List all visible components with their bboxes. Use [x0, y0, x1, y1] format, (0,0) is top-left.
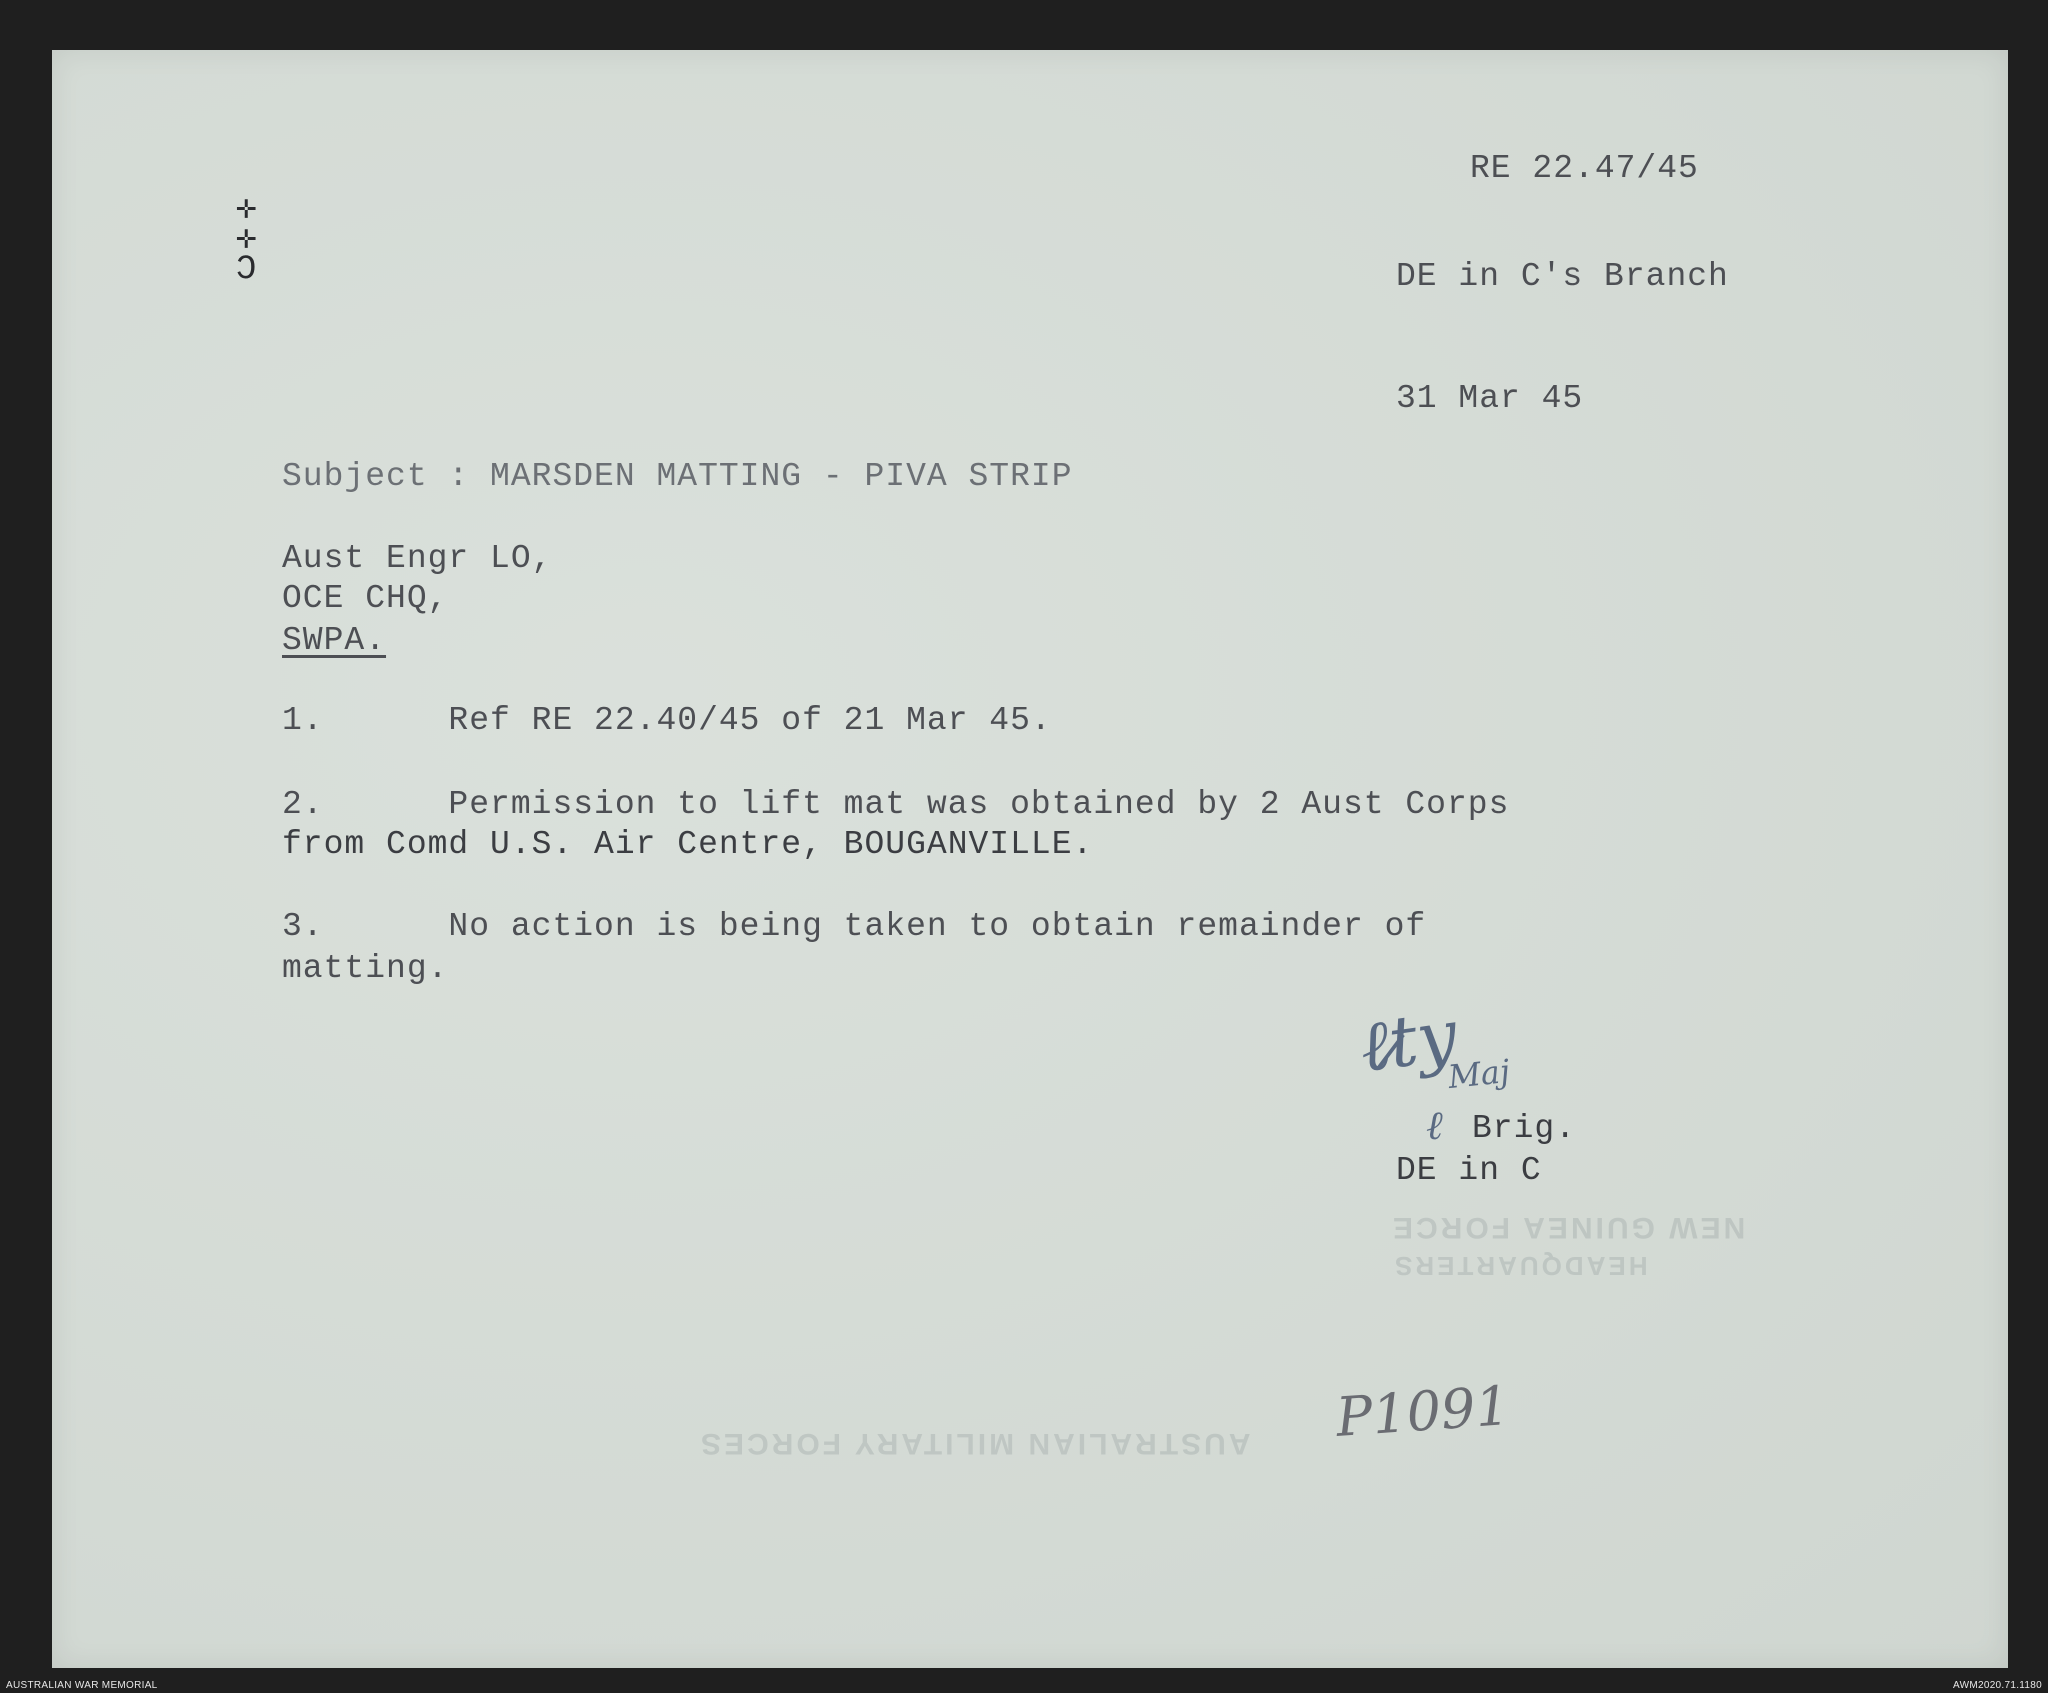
footer-credit: AUSTRALIAN WAR MEMORIAL: [6, 1680, 158, 1691]
handwritten-bracket-icon: ℓ: [1426, 1103, 1443, 1149]
paragraph-3-line-2: matting.: [282, 950, 449, 987]
address-line-3: SWPA.: [282, 622, 387, 659]
reference-number: RE 22.47/45: [1470, 150, 1699, 187]
subject-line: Subject : MARSDEN MATTING - PIVA STRIP: [282, 458, 1073, 495]
address-line-1: Aust Engr LO,: [282, 540, 553, 577]
address-line-2: OCE CHQ,: [282, 580, 449, 617]
handwritten-initials: ℓ̷ty: [1354, 993, 1463, 1089]
handwritten-maj: Maj: [1446, 1051, 1512, 1097]
stamp-hq: HEADQUARTERS: [1392, 1251, 1648, 1281]
paragraph-1: 1. Ref RE 22.40/45 of 21 Mar 45.: [282, 702, 1052, 739]
footer-accession: AWM2020.71.1180: [1953, 1680, 2042, 1691]
signature-title: DE in C: [1396, 1152, 1542, 1189]
signature-rank: Brig.: [1472, 1110, 1577, 1147]
paragraph-2-line-2: from Comd U.S. Air Centre, BOUGANVILLE.: [282, 826, 1094, 863]
stamp-force: NEW GUINEA FORCE: [1390, 1211, 1746, 1244]
paragraph-2-line-1: 2. Permission to lift mat was obtained by 2 Aust Corps: [282, 786, 1510, 823]
handwritten-file-note: P1091: [1334, 1374, 1512, 1449]
paragraph-3-line-1: 3. No action is being taken to obtain remainder of: [282, 908, 1427, 945]
stamp-forces: AUSTRALIAN MILITARY FORCES: [698, 1427, 1251, 1460]
branch-name: DE in C's Branch: [1396, 258, 1729, 295]
ink-mark-icon: ✛ ✛ Ͻ: [236, 191, 257, 289]
document-date: 31 Mar 45: [1396, 380, 1584, 417]
